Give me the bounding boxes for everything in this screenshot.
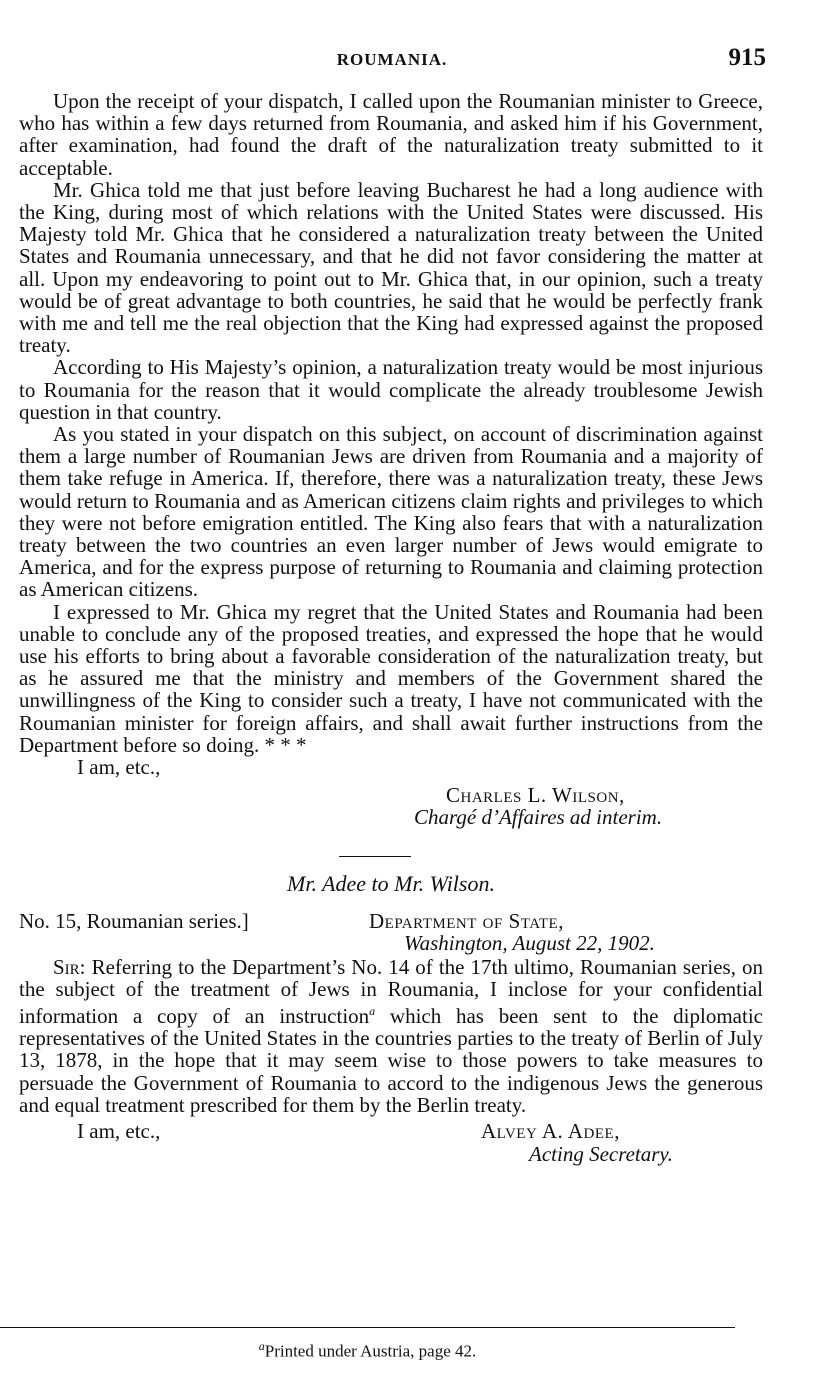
paragraph: Mr. Ghica told me that just before leaving Bucharest he had a long audience with the King, during most of which relations with the United States were discussed. His Majesty told Mr. Ghica that he considered a naturalization treaty between the United States and Roumania unnecessary, and that he did not favor considering the matter at all. Upon my endeavoring to point out to Mr. Ghica that, in our opinion, such a treaty would be of great advantage to both countries, he said that he would be perfectly frank with me and tell me the real objection that the King had expressed against the proposed treaty. [19, 177, 763, 358]
signer-name-2: Alvey A. Adee, [481, 1118, 620, 1143]
letter-text-part-1: Referring to the Department’s No. 14 of the 17th ultimo, Roumanian series, on the subject of the treatment of Jews in Roumania, I inclose for your confidential information a copy of an instruction [19, 954, 764, 1028]
dateline: Washington, August 22, 1902. [404, 930, 655, 955]
section-divider [339, 856, 411, 857]
footnote-text: Printed under Austria, page 42. [264, 1341, 477, 1361]
letter-body [19, 956, 763, 1116]
closing-line-2: I am, etc., [77, 1118, 161, 1143]
department-name: Department of State, [369, 908, 564, 933]
signature-block-2 [19, 1120, 763, 1168]
salutation: Sir: [53, 954, 86, 979]
series-number: No. 15, Roumanian series.] [19, 908, 249, 933]
closing-line: I am, etc., [77, 755, 161, 780]
footnote-rule [0, 1327, 735, 1328]
signer-title-2: Acting Secretary. [529, 1141, 673, 1166]
signer-name: Charles L. Wilson, [446, 783, 625, 808]
paragraph: According to His Majesty’s opinion, a naturalization treaty would be most injurious to Roumania for the reason that it would complicate the already troublesome Jewish question in that country. [19, 355, 763, 424]
signer-title: Chargé d’Affaires ad interim. [414, 805, 663, 830]
page-number: 915 [728, 44, 766, 71]
letter-meta [19, 910, 763, 956]
paragraph: I expressed to Mr. Ghica my regret that the United States and Roumania had been unable to conclude any of the proposed treaties, and expressed the hope that he would use his efforts to bring about a favorable consideration of the naturalization treaty, but as he assured me that the ministry and members of the Government shared the unwillingness of the King to consider such a treaty, I have not communicated with the Roumanian minister for foreign affairs, and shall await further instructions from the Department before so doing. * * * [19, 599, 763, 757]
letter-text-part-2: which has been sent to the diplomatic representatives of the United States in the countries parties to the treaty of Berlin of July 13, 1878, in the hope that it may seem wise to those powers to take measures to persuade the Government of Roumania to accord to the indigenous Jews the generous and equal treatment prescribed for them by the Berlin treaty. [19, 1003, 763, 1117]
running-title: ROUMANIA. [336, 50, 448, 69]
footnote-reference: a [369, 1003, 376, 1018]
signature-block [19, 784, 763, 828]
footnote-mark: a [258, 1339, 265, 1353]
page-body [19, 90, 763, 1168]
footnote [0, 1339, 735, 1362]
page-header [18, 44, 766, 76]
letter-heading: Mr. Adee to Mr. Wilson. [287, 871, 495, 897]
paragraph: As you stated in your dispatch on this subject, on account of discrimination against them a large number of Roumanian Jews are driven from Roumania and a majority of them take refuge in America. If, therefore, there was a naturalization treaty, these Jews would return to Roumania and as American citizens claim rights and privileges to which they were not before emigration entitled. The King also fears that with a naturalization treaty between the two countries an even larger number of Jews would emigrate to America, and for the express purpose of returning to Roumania and claiming protection as American citizens. [19, 422, 763, 602]
paragraph: Upon the receipt of your dispatch, I called upon the Roumanian minister to Greece, who has within a few days returned from Roumania, and asked him if his Government, after examination, had found the draft of the naturalization treaty submitted to it acceptable. [19, 89, 763, 180]
